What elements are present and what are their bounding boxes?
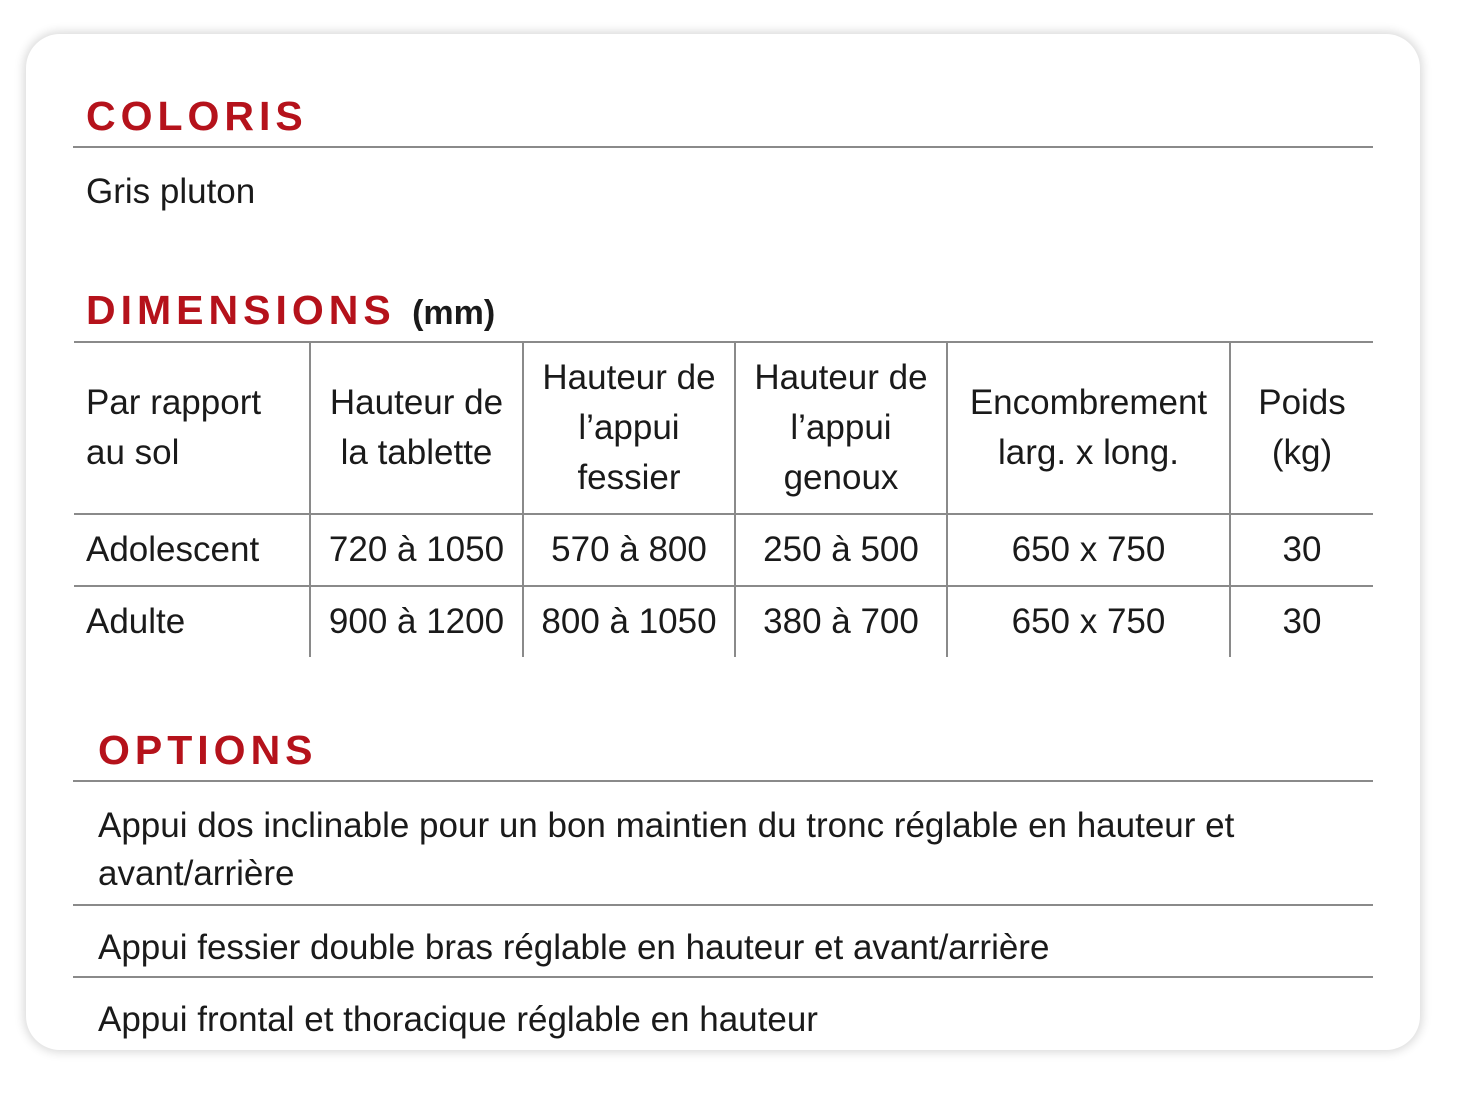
option-item-appui-fessier: Appui fessier double bras réglable en hauteur et avant/arrière bbox=[98, 928, 1050, 967]
table-row-adolescent bbox=[74, 514, 1373, 586]
coloris-divider bbox=[73, 146, 1373, 148]
option-item-appui-dos: Appui dos inclinable pour un bon maintien du tronc réglable en hauteur et avant/arrière bbox=[98, 806, 1235, 893]
dimensions-unit: (mm) bbox=[412, 294, 496, 332]
dimensions-table bbox=[74, 341, 1373, 657]
header-hauteur-appui-genoux: Hauteur de l’appui genoux bbox=[735, 342, 947, 514]
options-divider bbox=[73, 780, 1373, 782]
options-title: OPTIONS bbox=[98, 727, 318, 773]
dimensions-title bbox=[86, 287, 496, 333]
table-cell: Adulte bbox=[74, 586, 310, 657]
header-hauteur-tablette: Hauteur de la tablette bbox=[310, 342, 523, 514]
option-item-appui-frontal: Appui frontal et thoracique réglable en hauteur bbox=[98, 1000, 818, 1039]
table-cell: 250 à 500 bbox=[735, 514, 947, 586]
spec-card bbox=[26, 34, 1420, 1050]
header-encombrement: Encombrement larg. x long. bbox=[947, 342, 1230, 514]
coloris-value: Gris pluton bbox=[86, 172, 256, 211]
option-divider bbox=[73, 976, 1373, 978]
table-cell: 570 à 800 bbox=[523, 514, 735, 586]
table-cell: 720 à 1050 bbox=[310, 514, 523, 586]
coloris-title: COLORIS bbox=[86, 93, 308, 139]
table-row-adulte bbox=[74, 586, 1373, 657]
table-cell: 30 bbox=[1230, 586, 1373, 657]
table-cell: 650 x 750 bbox=[947, 514, 1230, 586]
dimensions-title-text: DIMENSIONS bbox=[86, 287, 396, 333]
table-cell: 800 à 1050 bbox=[523, 586, 735, 657]
dimensions-header-row bbox=[74, 342, 1373, 514]
table-cell: 380 à 700 bbox=[735, 586, 947, 657]
header-poids: Poids (kg) bbox=[1230, 342, 1373, 514]
table-cell: 650 x 750 bbox=[947, 586, 1230, 657]
table-cell: Adolescent bbox=[74, 514, 310, 586]
header-hauteur-appui-fessier: Hauteur de l’appui fessier bbox=[523, 342, 735, 514]
header-par-rapport-au-sol: Par rapport au sol bbox=[74, 342, 310, 514]
table-cell: 900 à 1200 bbox=[310, 586, 523, 657]
option-divider bbox=[73, 904, 1373, 906]
table-cell: 30 bbox=[1230, 514, 1373, 586]
